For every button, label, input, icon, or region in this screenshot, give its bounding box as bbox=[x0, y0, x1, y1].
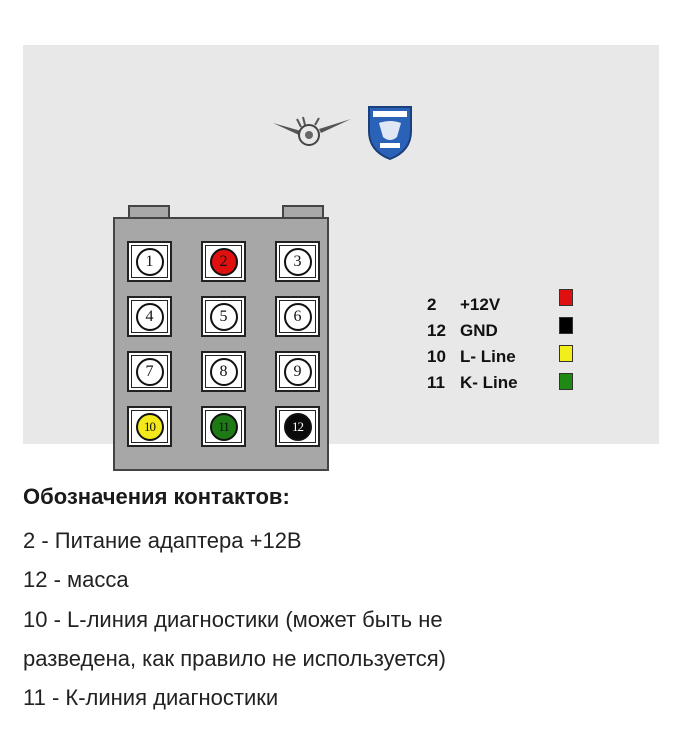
legend-row-10 bbox=[427, 347, 597, 373]
legend-pin-number: 2 bbox=[427, 295, 437, 314]
pinout-heading: Обозначения контактов: bbox=[23, 484, 290, 509]
legend-color-swatch bbox=[559, 289, 573, 306]
pin-cell-5 bbox=[201, 296, 246, 337]
pin-description-11: 11 - К-линия диагностики bbox=[23, 685, 279, 710]
legend-row-12 bbox=[427, 321, 597, 347]
legend-color-swatch bbox=[559, 317, 573, 334]
legend-signal-label: K- Line bbox=[460, 373, 518, 392]
pin-cell-8 bbox=[201, 351, 246, 392]
pin-cell-11 bbox=[201, 406, 246, 447]
diagnostic-connector bbox=[113, 217, 329, 471]
pin-cell-10 bbox=[127, 406, 172, 447]
legend-pin-number: 11 bbox=[427, 373, 445, 392]
legend-signal-label: +12V bbox=[460, 295, 501, 314]
pin-2: 2 bbox=[210, 248, 238, 276]
pin-description-10: 10 - L-линия диагностики (может быть не bbox=[23, 607, 443, 632]
pin-10: 10 bbox=[136, 413, 164, 441]
pin-4: 4 bbox=[136, 303, 164, 331]
pin-3: 3 bbox=[284, 248, 312, 276]
pin-12: 12 bbox=[284, 413, 312, 441]
pin-5: 5 bbox=[210, 303, 238, 331]
pin-cell-6 bbox=[275, 296, 320, 337]
pin-description-10-cont: разведена, как правило не используется) bbox=[23, 646, 446, 671]
pin-cell-1 bbox=[127, 241, 172, 282]
connector-diagram bbox=[23, 45, 659, 444]
pin-description-12: 12 - масса bbox=[23, 567, 129, 592]
legend-pin-number: 10 bbox=[427, 347, 446, 366]
pin-description-2: 2 - Питание адаптера +12В bbox=[23, 528, 302, 553]
pin-cell-12 bbox=[275, 406, 320, 447]
pin-9: 9 bbox=[284, 358, 312, 386]
pin-cell-4 bbox=[127, 296, 172, 337]
legend-row-11 bbox=[427, 373, 597, 399]
pin-8: 8 bbox=[210, 358, 238, 386]
pin-6: 6 bbox=[284, 303, 312, 331]
deer-logo-icon bbox=[271, 115, 353, 151]
pin-cell-3 bbox=[275, 241, 320, 282]
legend-signal-label: GND bbox=[460, 321, 498, 340]
legend-color-swatch bbox=[559, 373, 573, 390]
gaz-shield-logo-icon bbox=[365, 101, 415, 161]
legend-color-swatch bbox=[559, 345, 573, 362]
pin-1: 1 bbox=[136, 248, 164, 276]
pin-cell-7 bbox=[127, 351, 172, 392]
legend-signal-label: L- Line bbox=[460, 347, 516, 366]
pin-cell-9 bbox=[275, 351, 320, 392]
pin-cell-2 bbox=[201, 241, 246, 282]
legend-pin-number: 12 bbox=[427, 321, 446, 340]
pin-11: 11 bbox=[210, 413, 238, 441]
pin-7: 7 bbox=[136, 358, 164, 386]
pin-legend bbox=[427, 295, 597, 399]
